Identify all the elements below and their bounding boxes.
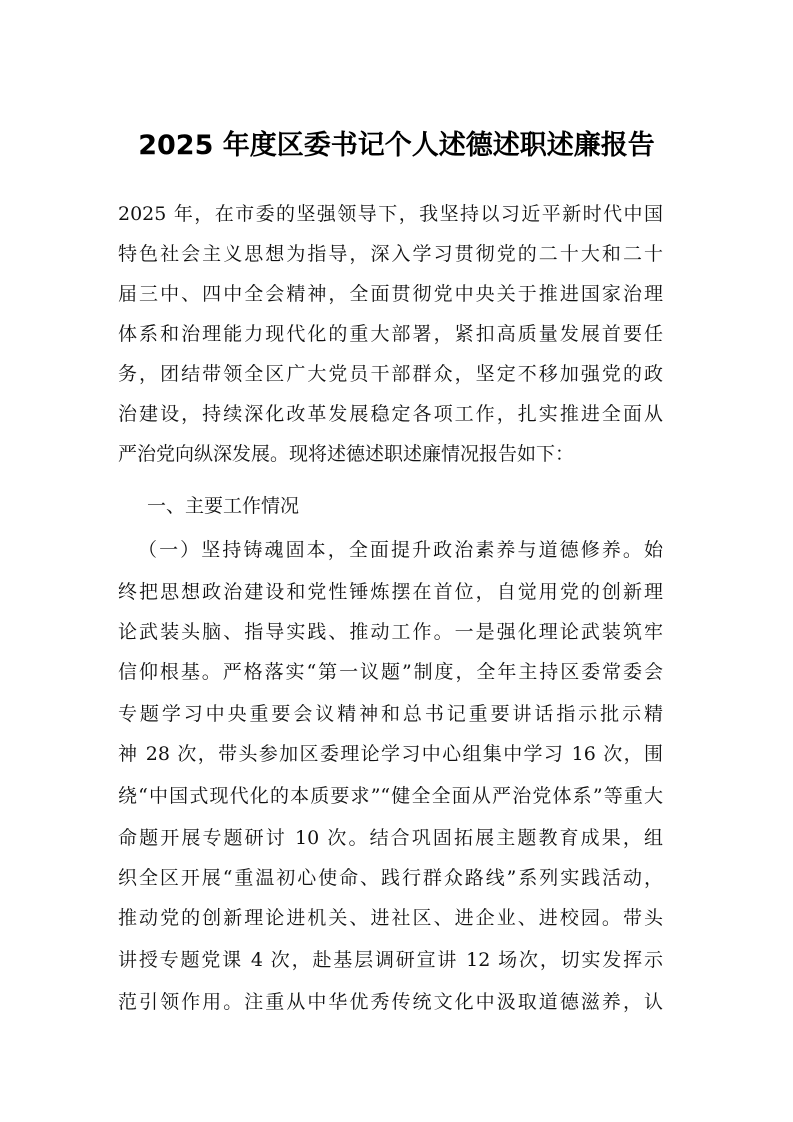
paragraph-line: 专题学习中央重要会议精神和总书记重要讲话指示批示精 — [118, 703, 663, 725]
paragraph-line: 命题开展专题研讨 10 次。结合巩固拓展主题教育成果，组 — [118, 827, 663, 849]
paragraph-line: 论武装头脑、指导实践、推动工作。一是强化理论武装筑牢 — [118, 621, 663, 643]
paragraph-line: 绕“中国式现代化的本质要求”“健全全面从严治党体系”等重大 — [118, 785, 663, 807]
paragraph-line: 务，团结带领全区广大党员干部群众，坚定不移加强党的政 — [118, 363, 663, 385]
paragraph-line: 特色社会主义思想为指导，深入学习贯彻党的二十大和二十 — [118, 243, 663, 265]
paragraph-line: 信仰根基。严格落实“第一议题”制度，全年主持区委常委会 — [118, 661, 663, 683]
section-heading: 一、主要工作情况 — [147, 495, 300, 517]
paragraph-line: 神 28 次，带头参加区委理论学习中心组集中学习 16 次，围 — [118, 743, 663, 765]
paragraph-line: 届三中、四中全会精神，全面贯彻党中央关于推进国家治理 — [118, 283, 663, 305]
paragraph-line: 讲授专题党课 4 次，赴基层调研宣讲 12 场次，切实发挥示 — [118, 949, 663, 971]
paragraph-line: 治建设，持续深化改革发展稳定各项工作，扎实推进全面从 — [118, 403, 663, 425]
paragraph-line: （一）坚持铸魂固本，全面提升政治素养与道德修养。始 — [138, 539, 663, 561]
paragraph-line: 严治党向纵深发展。现将述德述职述廉情况报告如下： — [118, 443, 575, 465]
paragraph-line: 体系和治理能力现代化的重大部署，紧扣高质量发展首要任 — [118, 323, 663, 345]
document-title: 2025 年度区委书记个人述德述职述廉报告 — [138, 130, 655, 161]
paragraph-line: 终把思想政治建设和党性锤炼摆在首位，自觉用党的创新理 — [118, 581, 663, 603]
paragraph-line: 2025 年，在市委的坚强领导下，我坚持以习近平新时代中国 — [118, 203, 663, 225]
paragraph-line: 织全区开展“重温初心使命、践行群众路线”系列实践活动， — [118, 867, 663, 889]
paragraph-line: 范引领作用。注重从中华优秀传统文化中汲取道德滋养，认 — [118, 991, 663, 1013]
paragraph-line: 推动党的创新理论进机关、进社区、进企业、进校园。带头 — [118, 907, 663, 929]
